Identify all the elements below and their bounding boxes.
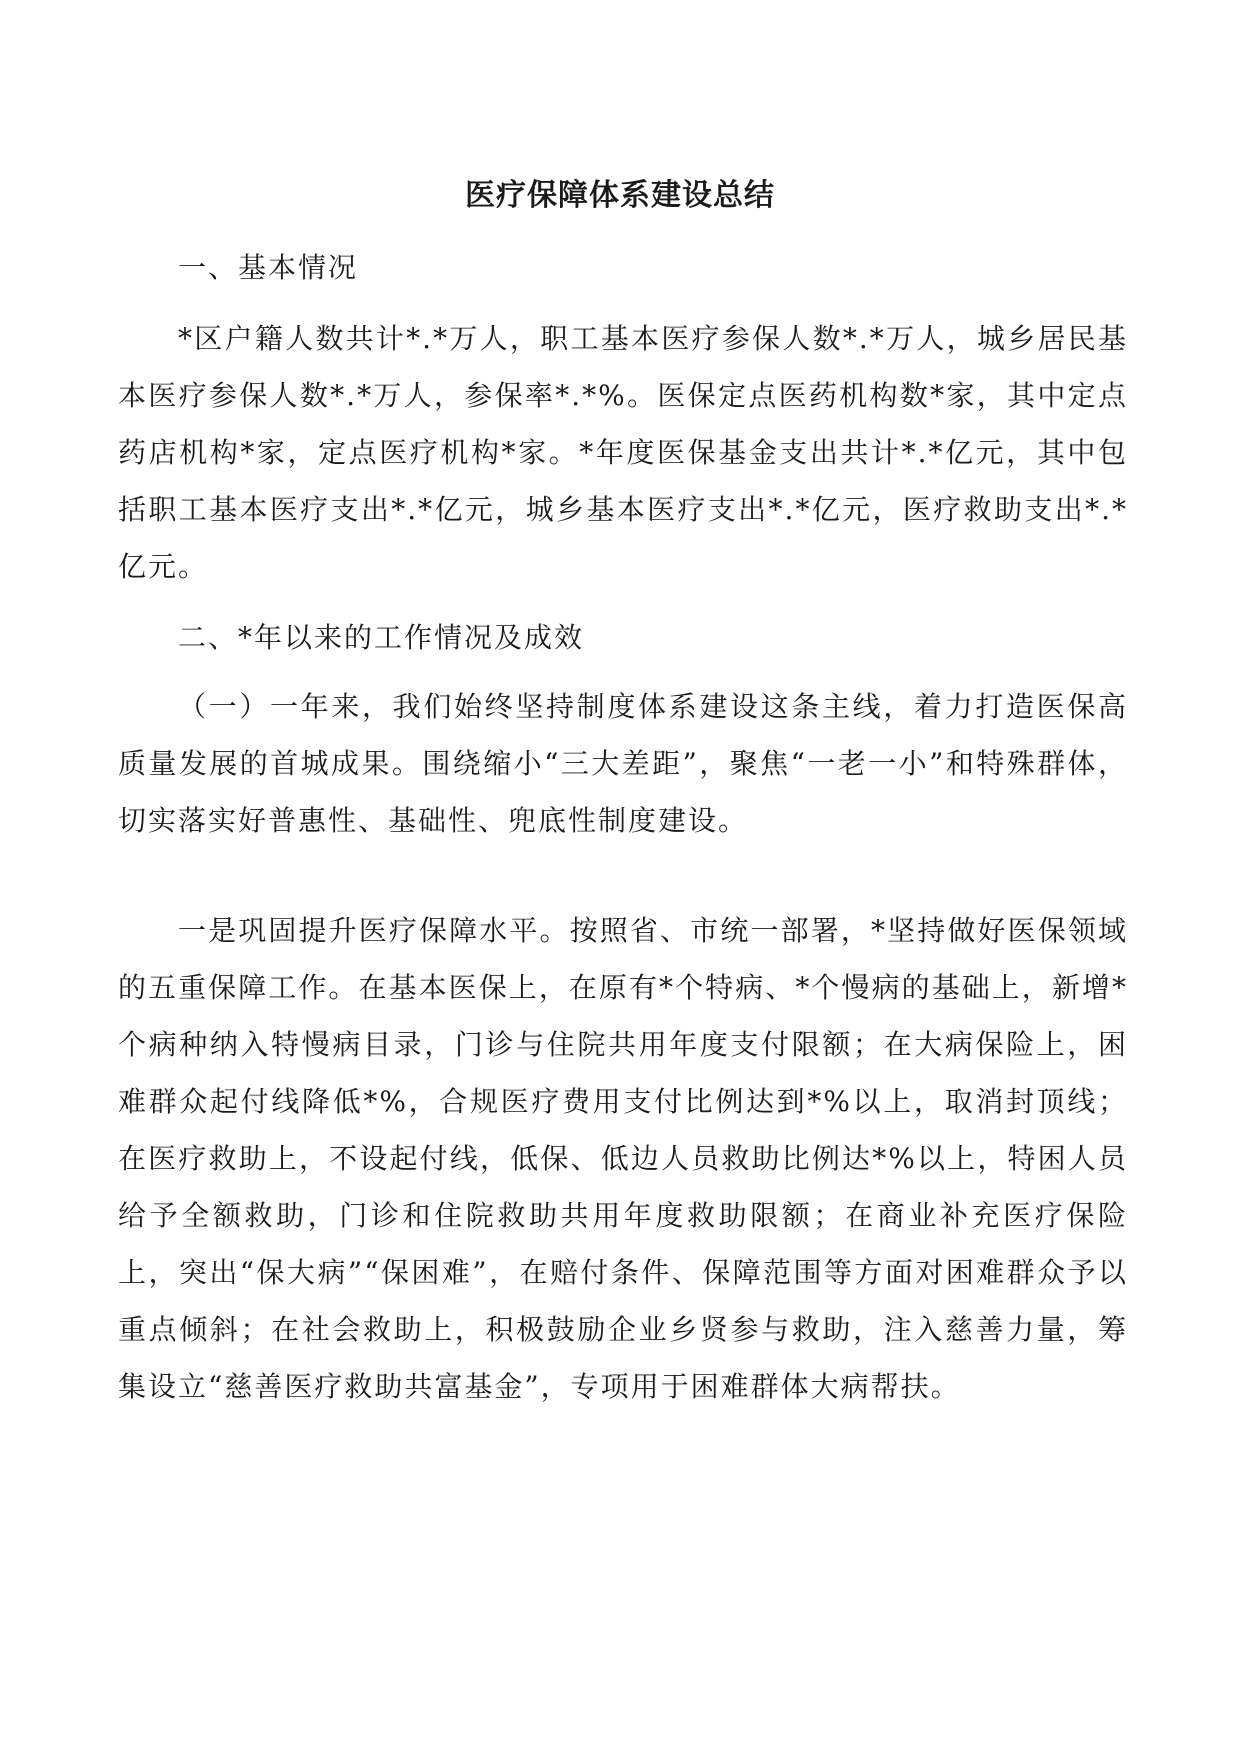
document-title: 医疗保障体系建设总结: [465, 178, 775, 213]
section-heading-work-results: 二、*年以来的工作情况及成效: [178, 621, 585, 654]
paragraph-work-overview: （一）一年来，我们始终坚持制度体系建设这条主线，着力打造医保高质量发展的首城成果。围绕缩小“三大差距”，聚焦“一老一小”和特殊群体，切实落实好普惠性、基础性、兜底性制度建设。: [118, 690, 1128, 837]
section-heading-basic-situation: 一、基本情况: [178, 251, 359, 284]
paragraph-basic-situation: *区户籍人数共计*.*万人，职工基本医疗参保人数*.*万人，城乡居民基本医疗参保人数*.*万人，参保率*.*%。医保定点医药机构数*家，其中定点药店机构*家，定点医疗机构*家。*年度医保基金支出共计*.*亿元，其中包括职工基本医疗支出*.*亿元，城乡基本医疗支出*.*亿元，医疗救助支出*.*亿元。: [118, 322, 1128, 583]
paragraph-medical-security-level: 一是巩固提升医疗保障水平。按照省、市统一部署，*坚持做好医保领域的五重保障工作。在基本医保上，在原有*个特病、*个慢病的基础上，新增*个病种纳入特慢病目录，门诊与住院共用年度支付限额；在大病保险上，困难群众起付线降低*%，合规医疗费用支付比例达到*%以上，取消封顶线；在医疗救助上，不设起付线，低保、低边人员救助比例达*%以上，特困人员给予全额救助，门诊和住院救助共用年度救助限额；在商业补充医疗保险上，突出“保大病”“保困难”，在赔付条件、保障范围等方面对困难群众予以重点倾斜；在社会救助上，积极鼓励企业乡贤参与救助，注入慈善力量，筹集设立“慈善医疗救助共富基金”，专项用于困难群体大病帮扶。: [118, 914, 1128, 1403]
